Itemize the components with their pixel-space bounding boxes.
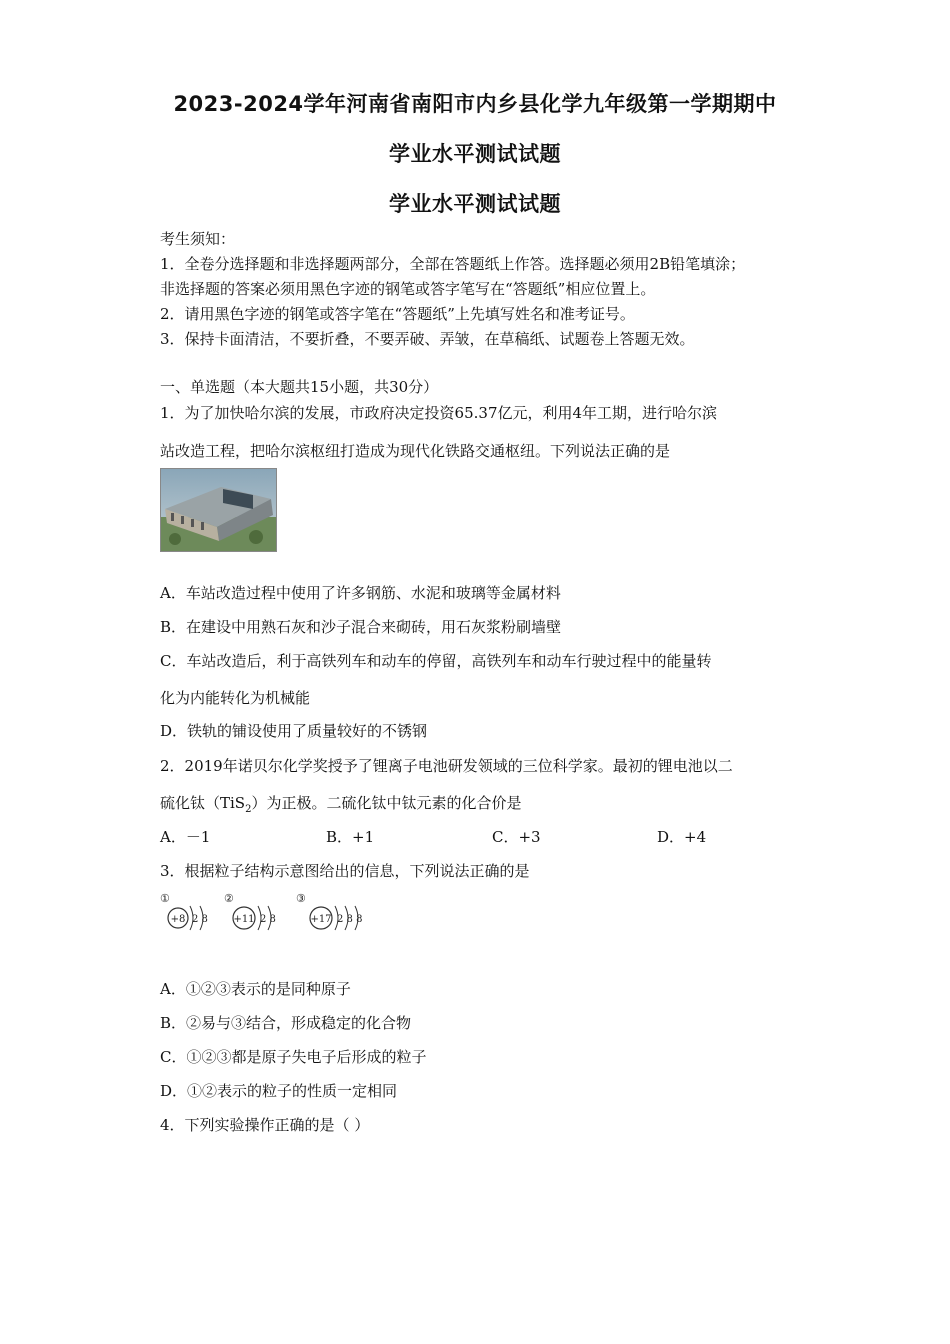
notice-item-2: 2．请用黑色字迹的钢笔或答字笔在“答题纸”上先填写姓名和准考证号。 <box>160 305 635 323</box>
particle-2 <box>224 892 276 930</box>
q4-stem: 4．下列实验操作正确的是（ ） <box>160 1116 370 1134</box>
svg-text:+17: +17 <box>310 914 332 925</box>
notice-item-1b: 非选择题的答案必须用黑色字迹的钢笔或答字笔写在“答题纸”相应位置上。 <box>160 280 656 298</box>
svg-text:2 8 8: 2 8 8 <box>337 914 363 925</box>
q2-option-c[interactable]: C．+3 <box>492 828 541 846</box>
q1-option-c-a[interactable]: C．车站改造后，利于高铁列车和动车的停留，高铁列车和动车行驶过程中的能量转 <box>160 652 712 670</box>
q3-option-c[interactable]: C．①②③都是原子失电子后形成的粒子 <box>160 1048 427 1066</box>
q1-option-b[interactable]: B．在建设中用熟石灰和沙子混合来砌砖，用石灰浆粉刷墙壁 <box>160 618 562 636</box>
q1-option-c-b: 化为内能转化为机械能 <box>160 689 311 707</box>
svg-text:+8: +8 <box>170 914 186 925</box>
particle-1 <box>160 892 208 930</box>
q1-stem-a: 1．为了加快哈尔滨的发展，市政府决定投资65.37亿元，利用4年工期，进行哈尔滨 <box>160 404 718 422</box>
svg-text:③: ③ <box>296 892 306 905</box>
q2-option-a[interactable]: A．－1 <box>160 828 211 846</box>
q3-stem: 3．根据粒子结构示意图给出的信息，下列说法正确的是 <box>160 862 530 880</box>
svg-text:2 8: 2 8 <box>192 914 208 925</box>
q2-stem-a: 2．2019年诺贝尔化学奖授予了锂离子电池研发领域的三位科学家。最初的锂电池以二 <box>160 757 733 775</box>
q3-option-d[interactable]: D．①②表示的粒子的性质一定相同 <box>160 1082 398 1100</box>
q1-stem-b: 站改造工程，把哈尔滨枢纽打造成为现代化铁路交通枢纽。下列说法正确的是 <box>160 442 671 460</box>
q2-option-b[interactable]: B．+1 <box>326 828 375 846</box>
q1-option-a[interactable]: A．车站改造过程中使用了许多钢筋、水泥和玻璃等金属材料 <box>160 584 561 602</box>
svg-text:②: ② <box>224 892 234 905</box>
particle-structure-diagram <box>158 890 373 942</box>
svg-text:+11: +11 <box>233 914 255 925</box>
q3-option-b[interactable]: B．②易与③结合，形成稳定的化合物 <box>160 1014 412 1032</box>
notice-item-3: 3．保持卡面清洁，不要折叠，不要弄破、弄皱，在草稿纸、试题卷上答题无效。 <box>160 330 695 348</box>
section-1-heading: 一、单选题（本大题共15小题，共30分） <box>160 378 439 396</box>
svg-text:2 8: 2 8 <box>260 914 276 925</box>
q2-option-d[interactable]: D．+4 <box>657 828 707 846</box>
exam-title-line-3: 学业水平测试试题 <box>389 192 561 216</box>
q3-option-a[interactable]: A．①②③表示的是同种原子 <box>160 980 351 998</box>
exam-title-line-1: 2023-2024学年河南省南阳市内乡县化学九年级第一学期期中 <box>173 92 777 116</box>
notice-item-1a: 1．全卷分选择题和非选择题两部分，全部在答题纸上作答。选择题必须用2B铅笔填涂； <box>160 255 746 273</box>
exam-title-line-2: 学业水平测试试题 <box>389 142 561 166</box>
svg-text:①: ① <box>160 892 170 905</box>
particle-3 <box>296 892 362 930</box>
station-photo <box>160 468 277 552</box>
notice-heading: 考生须知： <box>160 230 236 248</box>
q1-option-d[interactable]: D．铁轨的铺设使用了质量较好的不锈钢 <box>160 722 428 740</box>
q2-stem-b: 硫化钛（TiS$_2$）为正极。二硫化钛中钛元素的化合价是 <box>160 794 522 815</box>
